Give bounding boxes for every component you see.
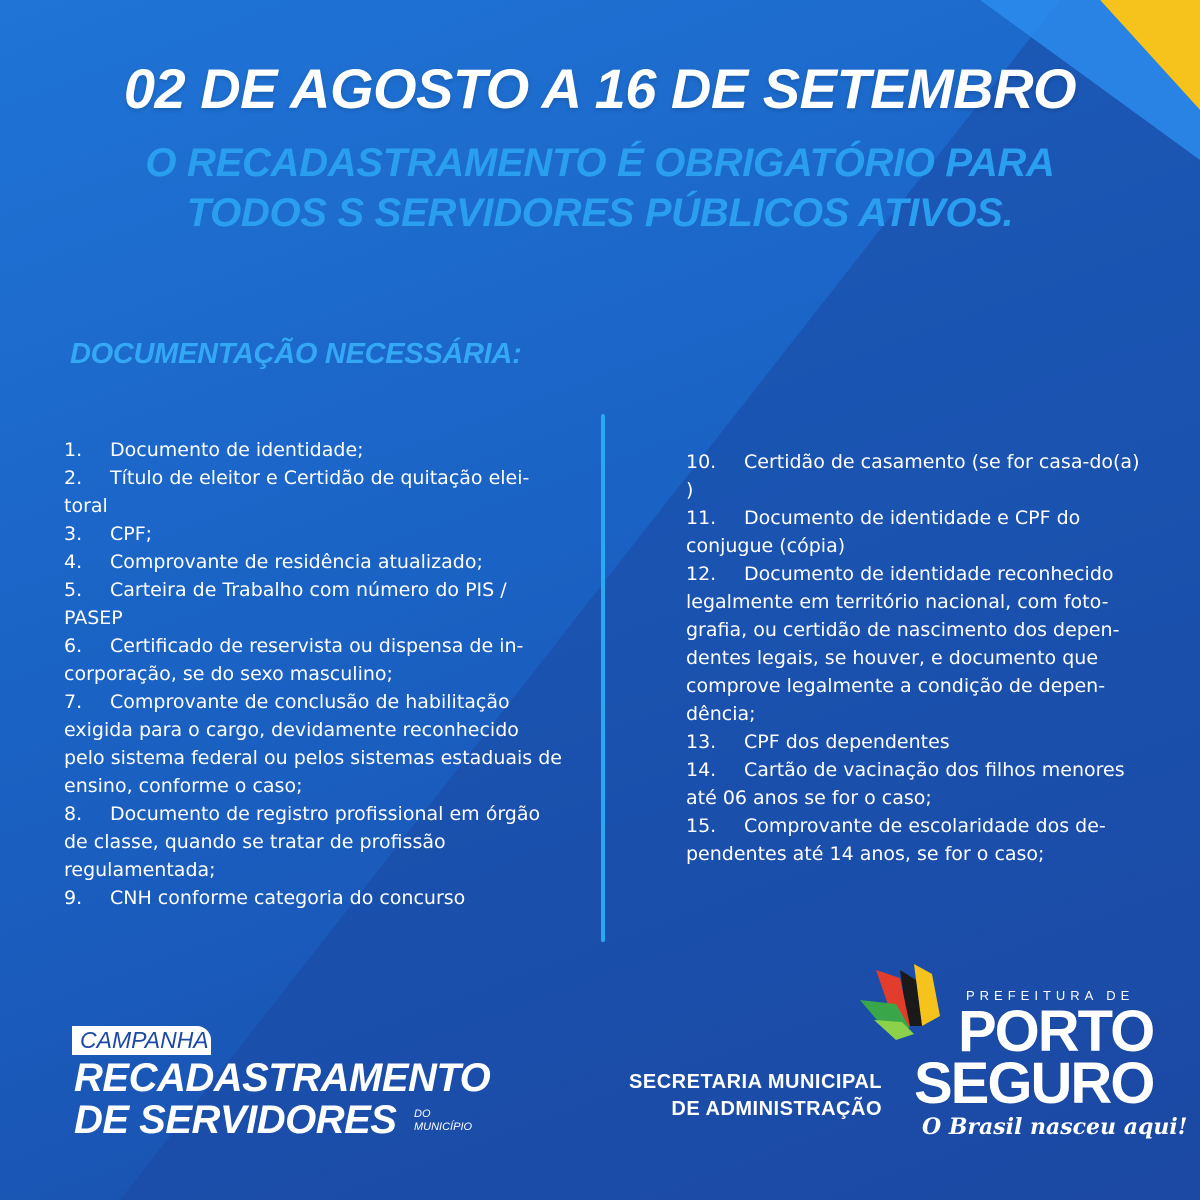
- logo-prefeitura-text: PREFEITURA DE: [966, 988, 1135, 1003]
- campaign-caption-do: DO: [414, 1108, 431, 1120]
- secretaria-line-2: DE ADMINISTRAÇÃO: [671, 1098, 882, 1120]
- subheadline-line-1: O RECADASTRAMENTO É OBRIGATÓRIO PARA: [145, 141, 1055, 185]
- list-item: 5. Carteira de Trabalho com número do PIS / PASEP: [64, 579, 507, 629]
- campaign-title-line-2: DE SERVIDORES: [74, 1098, 397, 1142]
- documents-list-right: [686, 448, 1150, 868]
- documents-list-left: [64, 436, 564, 912]
- list-item: 12. Documento de identidade reconhecido legalmente em território nacional, com foto-grafia, ou certidão de nascimento dos depen-dentes legais, se houver, e documento que comprove legalmente a condição de depen-dência;: [686, 563, 1120, 725]
- logo-slogan: O Brasil nasceu aqui!: [922, 1114, 1188, 1140]
- page-headline: 02 DE AGOSTO A 16 DE SETEMBRO: [123, 57, 1077, 120]
- list-item: 13. CPF dos dependentes: [686, 731, 950, 753]
- list-item: 9. CNH conforme categoria do concurso: [64, 887, 466, 909]
- list-item: 3. CPF;: [64, 523, 153, 545]
- list-item: 7. Comprovante de conclusão de habilitação exigida para o cargo, devidamente reconhecido pelo sistema federal ou pelos sistemas estaduais de ensino, conforme o caso;: [64, 691, 562, 797]
- secretaria-line-1: SECRETARIA MUNICIPAL: [629, 1071, 882, 1093]
- campaign-caption-municipio: MUNICÍPIO: [414, 1121, 473, 1133]
- list-item: 4. Comprovante de residência atualizado;: [64, 551, 483, 573]
- logo-seguro-text: SEGURO: [914, 1051, 1154, 1116]
- page-subheadline: [0, 138, 1200, 238]
- logo-flower-icon: [852, 956, 962, 1066]
- documents-heading: DOCUMENTAÇÃO NECESSÁRIA:: [70, 338, 522, 370]
- logo-porto-text: PORTO: [958, 999, 1154, 1064]
- list-item: 10. Certidão de casamento (se for casa-do(a) ): [686, 451, 1140, 501]
- list-item: 11. Documento de identidade e CPF do conjugue (cópia): [686, 507, 1081, 557]
- list-item: 2. Título de eleitor e Certidão de quitação elei-toral: [64, 467, 530, 517]
- column-divider: [601, 414, 605, 942]
- subheadline-line-2: TODOS S SERVIDORES PÚBLICOS ATIVOS.: [186, 191, 1014, 235]
- list-item: 8. Documento de registro profissional em órgão de classe, quando se tratar de profissão regulamentada;: [64, 803, 541, 881]
- list-item: 6. Certificado de reservista ou dispensa de in-corporação, se do sexo masculino;: [64, 635, 524, 685]
- list-item: 15. Comprovante de escolaridade dos de-pendentes até 14 anos, se for o caso;: [686, 815, 1106, 865]
- list-item: 14. Cartão de vacinação dos filhos menores até 06 anos se for o caso;: [686, 759, 1125, 809]
- campaign-tag: CAMPANHA: [72, 1026, 211, 1055]
- list-item: 1. Documento de identidade;: [64, 439, 364, 461]
- campaign-title-line-1: RECADASTRAMENTO: [74, 1056, 491, 1100]
